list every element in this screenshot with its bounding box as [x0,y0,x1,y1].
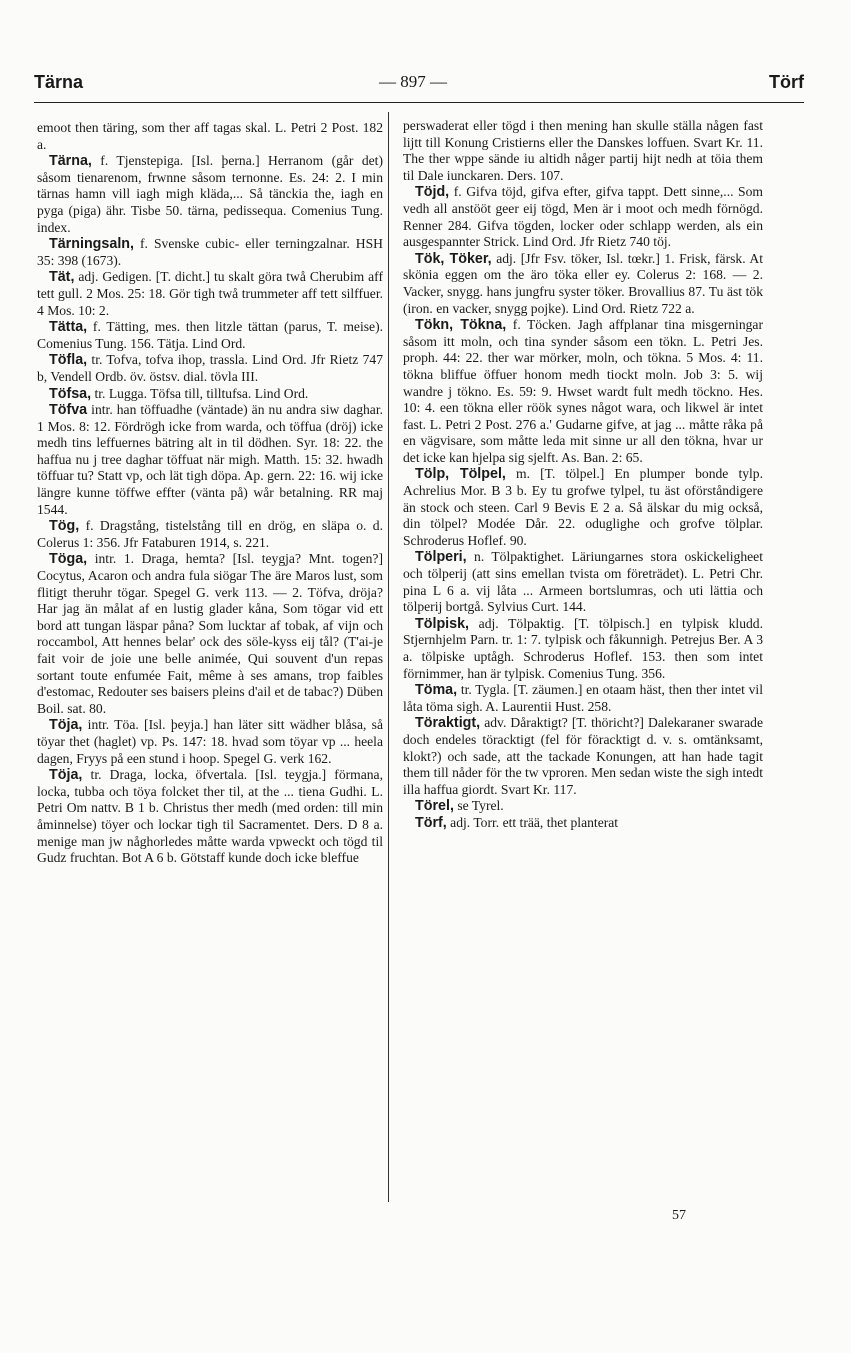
entry-text: f. Dragstång, tistelstång till en drög, en släpa o. d. Colerus 1: 356. Jfr Fataburen 1914, s. 221. [37,518,383,550]
dictionary-entry [403,682,763,715]
entry-text: tr. Lugga. Töfsa till, tilltufsa. Lind Ord. [91,385,309,401]
entry-text: tr. Draga, locka, öfvertala. [Isl. teygja.] förmana, locka, tubba och töya folcket ther til, at the ... tiena Gudhi. L. Petri Om nattv. B 1 b. Christus ther medh (med orden: till min åminnelse) töyer och lockar tigh til Sacramentet. Ders. D 8 a. menige man jw någhorledes måtte warda vpweckt och tögd til Gudz fruchtan. Bot A 6 b. Götstaff kunde doch icke bleffue [37,767,383,866]
entry-text: f. Svenske cubic- eller terningzalnar. HSH 35: 398 (1673). [37,236,383,268]
headword: Tölpisk, [415,615,470,632]
entry-text: adj. Torr. ett trää, thet planterat [446,814,619,830]
dictionary-entry [37,352,383,385]
dictionary-entry [403,251,763,317]
entry-text: adj. [Jfr Fsv. töker, Isl. tœkr.] 1. Frisk, färsk. At skönia eggen om the äro töka eller ey. Colerus 2: 168. — 2. Vacker, snygg. hans jungfru syster töker. Brovallius 87. Tu äst tök (iron. en vacker, snygg pojke). Lind Ord. Rietz 722 a. [403,250,763,316]
page-header [34,72,804,100]
headword: Tölp, Tölpel, [415,466,506,483]
signature-number: 57 [672,1208,686,1223]
headword: Törf, [415,814,447,831]
entry-text: adj. Gedigen. [T. dicht.] tu skalt göra twå Cherubim aff tett gull. 2 Mos. 25: 18. Gör tigh twå trummeter aff tett silffuer. 4 Mos. 10: 2. [37,269,383,318]
headword: Tärna, [49,153,92,170]
entry-text: adj. Tölpaktig. [T. tölpisch.] en tylpisk kludd. Stjernhjelm Parn. tr. 1: 7. tylpisk och fåkunnigh. Petrejus Ber. A 3 a. tölpiske uptågh. Schroderus Hoflef. 153. then som intet förnimmer, han är tylpisk. Comenius Tung. 356. [403,615,763,681]
entry-text: tr. Tygla. [T. zäumen.] en otaam häst, then ther intet vil låta töma sigh. A. Laurentii Hust. 258. [403,682,763,714]
headword: Tökn, Tökna, [415,317,507,334]
dictionary-entry [403,118,763,184]
headword: Töja, [49,767,83,784]
entry-text: f. Gifva töjd, gifva efter, gifva tappt. Dett sinne,... Som vedh all anstööt geer eij tögd, Men är i moot och medh förnögd. Renner 284. Gifva tögden, locker oder schlapp werden, als ein ausgespannter Strick. Lind Ord. Jfr Rietz 740 töj. [403,184,763,250]
headword: Töraktigt, [415,715,481,732]
dictionary-entry [37,120,383,153]
dictionary-entry [37,319,383,352]
header-rule [34,102,804,103]
dictionary-entry [403,317,763,466]
dictionary-entry [403,616,763,682]
headword: Tätta, [49,319,88,336]
entry-text: f. Tätting, mes. then litzle tättan (parus, T. meise). Comenius Tung. 156. Tätja. Lind Ord. [37,319,383,351]
headword: Töga, [49,551,88,568]
entry-text: adv. Dåraktigt? [T. thöricht?] Dalekaraner swarade doch endeles töracktigt (fel för föracktigt d. v. s. omtänksamt, klokt?) och sade, att the tackade Konungen, att han hade tagit them till nåder för the tw vproren. Men sedan wiste the sigh intedt illa haffua giordt. Svart Kr. 117. [403,715,763,797]
dictionary-entry [37,717,383,767]
headword: Töfsa, [49,385,92,402]
dictionary-entry [37,518,383,551]
headword: Töfva [49,402,88,419]
dictionary-entry [403,815,763,832]
entry-text: emoot then täring, som ther aff tagas skal. L. Petri 2 Post. 182 a. [37,120,383,152]
header-page-number: — 897 — [379,72,447,91]
headword: Töjd, [415,184,450,201]
header-right-guideword: Törf [769,72,804,92]
entry-text: m. [T. tölpel.] En plumper bonde tylp. Achrelius Mor. B 3 b. Ey tu grofwe tylpel, tu äst oförståndigere än stock och steen. Carl 9 Bevis E 2 a. Så älskar du mig också, din tölpel? Modée Dår. 22. oduglighe och grofve tölplar. Schroderus Hoflef. 90. [403,466,763,548]
dictionary-entry [37,236,383,269]
entry-text: f. Töcken. Jagh affplanar tina misgerningar såsom itt moln, och tina synder såsom een tökn. L. Petri Jes. proph. 44: 22. ther war mörker, moln, och tökna. 5 Mos. 4: 11. tökna bliffue öffuer honom medh tiockt moln. Job 3: 5. wij wandre j tökno. Es. 59: 9. Hwset wardt fult medh töckno. Hes. 10: 4. een tökna eller röök synes något wara, och likwel är intet fast. L. Petri 2 Post. 276 a.' Gudarne gifve, at jag ... måtte råka på en vägvisare, som måtte leda mit sinne ur all den tökna, hvar ur det icke kan hjelpa sig sjelft. As. Ban. 2: 65. [403,317,763,465]
dictionary-entry [403,798,763,815]
entry-text: intr. Töa. [Isl. þeyja.] han läter sitt wädher blåsa, så töyar thet (haglet) vp. Ps. 147: 18. hvad som töyar vp ... heela dagen, Fryys på een stund i hoop. Spegel G. verk 162. [37,717,383,766]
entry-text: f. Tjenstepiga. [Isl. þerna.] Herranom (går det) såsom tienarenom, frwnne såsom ternonne. Es. 24: 2. I min tärnas hamn vill iagh migh kläda,... Så tänckia the, iagh en pyga (piga) ähr. Tisbe 50. tärna, pedissequa. Comenius Tung. index. [37,153,383,235]
headword: Tät, [49,269,75,286]
dictionary-entry [37,767,383,867]
dictionary-entry [37,402,383,518]
headword: Töja, [49,717,83,734]
header-left-guideword: Tärna [34,72,84,92]
headword: Törel, [415,798,454,815]
dictionary-entry [403,715,763,798]
dictionary-entry [37,551,383,717]
headword: Tärningsaln, [49,236,134,253]
entry-text: perswaderat eller tögd i then mening han skulle ställa någen fast lijtt till Konung Cristierns eller the Danskes loffuen. Svart Kr. 11. The ther wppe sände iu altidh någer partij hijt nedh at töia them til Dale iunckaren. Ders. 107. [403,118,763,183]
entry-text: n. Tölpaktighet. Läriungarnes stora oskickeligheet och tölperij (att sins emellan tvista om företrädet). L. Petri Chr. pina L 6 a. vij låta ... Armeen bortslumras, och uti lättia och tölperij bortgå. Sylvius Curt. 144. [403,549,763,615]
entry-text: tr. Tofva, tofva ihop, trassla. Lind Ord. Jfr Rietz 747 b, Vendell Ordb. öv. östsv. dial. tövla III. [37,352,383,384]
dictionary-entry [403,466,763,549]
headword: Tölperi, [415,549,467,566]
entry-text: se Tyrel. [453,798,504,814]
headword: Töma, [415,682,458,699]
headword: Töfla, [49,352,88,369]
entry-text: intr. 1. Draga, hemta? [Isl. teygja? Mnt. togen?] Cocytus, Acaron och andra fula siögar The äre Maros lust, som flitigt theruhr tögar. Spegel G. verk 113. — 2. Töfva, dröja? Har jag än målat af en lustig glader kåna, Som tögar vid ett bord att tungan läspar påna? Som lucktar af tobak, af vijn och roccambol, Att hennes belar' ock des söle-kyss eij tål? (T'ai-je fait voir de joie une belle animée, Qui souvent d'un repas sortant toute enfumée Fait, même à ses amans, trop faibles d'estomac, Redouter ses baisers pleins d'ail et de tabac?) Düben Boil. sat. 80. [37,551,383,716]
dictionary-entry [403,184,763,250]
column-divider [388,112,389,1202]
headword: Tög, [49,518,80,535]
entry-text: intr. han töffuadhe (väntade) än nu andra siw daghar. 1 Mos. 8: 12. Fördrögh icke from warda, och töffua (dröj) icke medh tins leffuernes bätring alt in til dödhen. Syr. 18: 22. the haffua nu j tree daghar töffuat när migh. Matth. 15: 32. hwadh töffuar tu? Statt vp, och lät tigh döpa. Ap. gern. 22: 16. wij icke längre kunne töffwe effter (vänta på) wår betalning. RR maj 1544. [37,402,383,517]
left-column [37,120,383,867]
dictionary-entry [37,153,383,236]
right-column [403,118,763,832]
dictionary-entry [37,269,383,319]
dictionary-entry [403,549,763,615]
headword: Tök, Töker, [415,250,492,267]
dictionary-entry [37,386,383,403]
